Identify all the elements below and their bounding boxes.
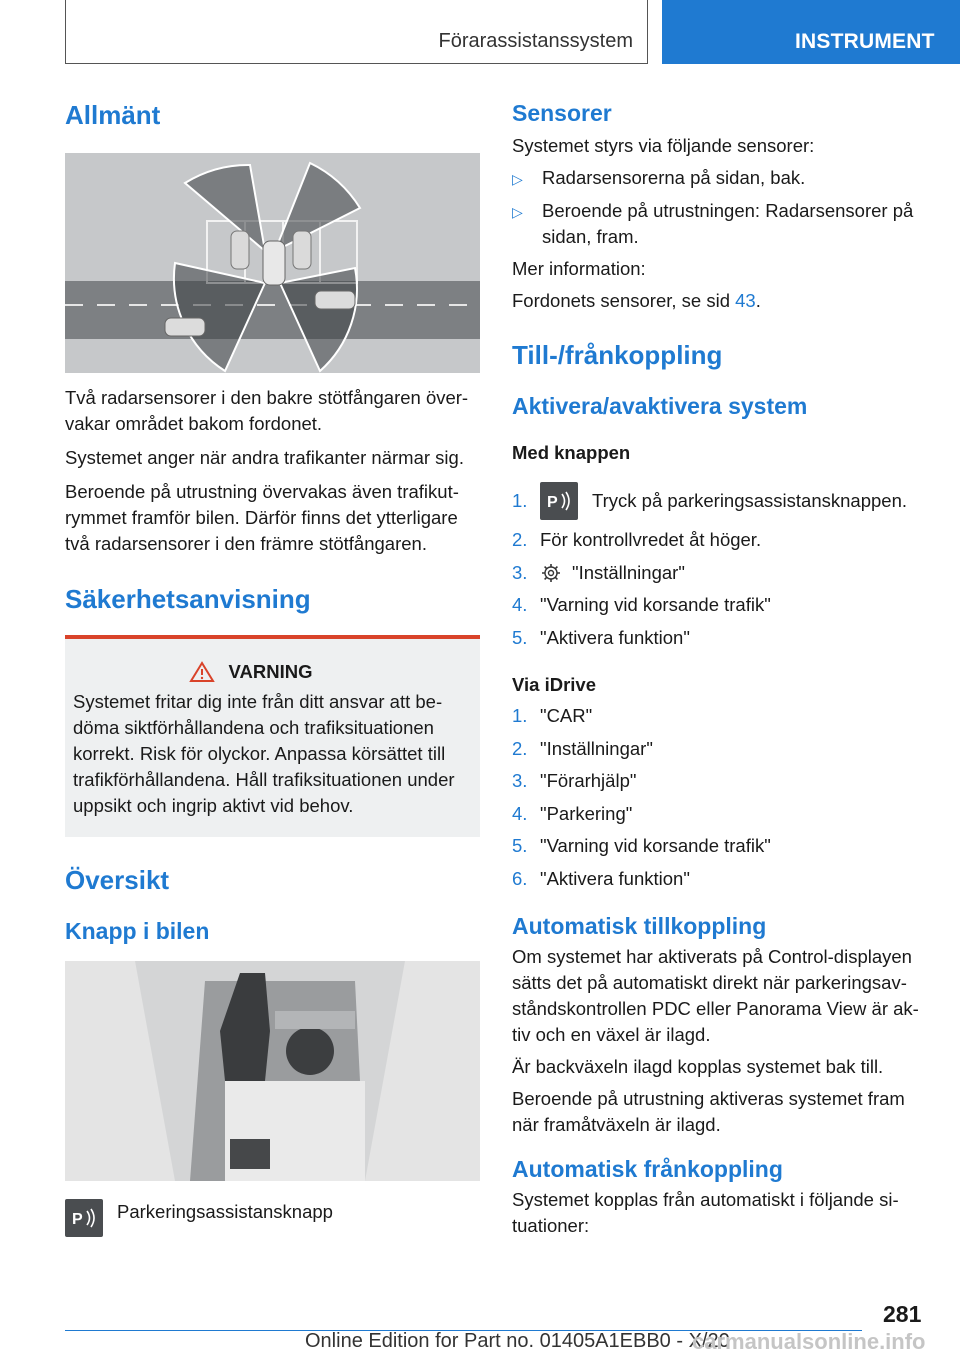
caption-row — [65, 1199, 480, 1237]
left-column — [65, 100, 480, 1237]
sensor-list — [512, 165, 930, 250]
para-more-info: Mer information: — [512, 258, 646, 279]
list-item: 4. "Varning vid korsande trafik" — [512, 594, 771, 616]
list-item: 3. "Förarhjälp" — [512, 770, 637, 792]
warning-text: Systemet fritar dig inte från ditt ansvar att be-döma siktförhållandena och trafiksituationen korrekt. Risk för olyckor. Anpassa körsättet till trafikförhållandena. Håll trafiksituationen under uppsikt och ingrip aktivt vid behov. — [73, 691, 455, 816]
bullet-triangle-icon: ▷ — [512, 171, 523, 187]
warning-box — [65, 635, 480, 837]
para-auto-till-2: Är backväxeln ilagd kopplas systemet bak till. — [512, 1056, 884, 1077]
bullet-triangle-icon: ▷ — [512, 204, 523, 220]
list-item: ▷ Beroende på utrustningen: Radarsensorer på sidan, fram. — [512, 198, 930, 250]
list-item: 1. P Tryck på parkeringsassistansknappen. — [512, 478, 930, 524]
header-section-title: Förarassistanssystem — [438, 30, 633, 52]
center-console-illustration — [65, 961, 480, 1181]
watermark: carmanualsonline.info — [692, 1329, 926, 1354]
heading-automatisk-frankoppling: Automatisk frånkoppling — [512, 1156, 783, 1182]
warning-triangle-icon — [189, 661, 215, 683]
heading-med-knappen: Med knappen — [512, 442, 631, 463]
list-item: ▷ Radarsensorerna på sidan, bak. — [512, 165, 930, 192]
header-chapter-tab: INSTRUMENT — [662, 0, 960, 64]
para-reference: Fordonets sensorer, se sid 43. — [512, 290, 761, 311]
list-item: 1. "CAR" — [512, 705, 593, 727]
steps-via-idrive — [512, 700, 930, 895]
center-console-photo — [65, 961, 480, 1181]
list-item: 5. "Aktivera funktion" — [512, 626, 690, 648]
warning-title: VARNING — [228, 661, 313, 682]
parking-assist-button-icon — [65, 1199, 103, 1237]
caption-text: Parkeringsassistansknapp — [117, 1201, 333, 1222]
list-item: 2. "Inställningar" — [512, 737, 653, 759]
heading-knapp-i-bilen: Knapp i bilen — [65, 918, 210, 944]
parking-assist-button-icon — [540, 482, 578, 520]
radar-coverage-illustration — [65, 153, 480, 373]
heading-via-idrive: Via iDrive — [512, 674, 596, 695]
page-reference-link[interactable]: 43 — [735, 290, 756, 311]
para-front-radar: Beroende på utrustning övervakas även trafikut-rymmet framför bilen. Därför finns det ytterligare två radarsensorer i den främre stötfångaren. — [65, 481, 459, 554]
gear-icon — [540, 562, 562, 584]
heading-automatisk-tillkoppling: Automatisk tillkoppling — [512, 913, 767, 939]
heading-oversikt: Översikt — [65, 865, 170, 895]
list-item: 6. "Aktivera funktion" — [512, 867, 690, 889]
right-column — [512, 100, 930, 1239]
warning-title-row — [73, 661, 472, 683]
heading-allmant: Allmänt — [65, 100, 161, 130]
para-sensors-intro: Systemet styrs via följande sensorer: — [512, 135, 815, 156]
page-number: 281 — [883, 1301, 922, 1327]
list-item: 4. "Parkering" — [512, 802, 633, 824]
heading-till-frankoppling: Till-/frånkoppling — [512, 340, 723, 370]
para-auto-till-3: Beroende på utrustning aktiveras systemet fram när framåtväxeln är ilagd. — [512, 1088, 905, 1135]
heading-sakerhet: Säkerhetsanvisning — [65, 584, 311, 614]
heading-aktivera-system: Aktivera/avaktivera system — [512, 393, 808, 419]
list-item: 3. "Inställningar" — [512, 561, 685, 583]
header-section-box — [65, 0, 648, 64]
para-system-indicates: Systemet anger när andra trafikanter närmar sig. — [65, 447, 464, 468]
svg-text:P: P — [72, 1211, 83, 1228]
para-radar-rear: Två radarsensorer i den bakre stötfångaren över-vakar området bakom fordonet. — [65, 387, 469, 434]
steps-med-knappen — [512, 478, 930, 654]
para-auto-fran-1: Systemet kopplas från automatiskt i följande si-tuationer: — [512, 1189, 899, 1236]
para-auto-till-1: Om systemet har aktiverats på Control-displayen sätts det på automatiskt direkt när parkeringsav-ståndskontrollen PDC eller Panorama View är ak-tiv och en växel är ilagd. — [512, 946, 919, 1045]
heading-sensorer: Sensorer — [512, 100, 612, 126]
list-item: 5. "Varning vid korsande trafik" — [512, 835, 771, 857]
list-item: 2. För kontrollvredet åt höger. — [512, 529, 762, 551]
radar-coverage-figure — [65, 153, 480, 373]
footer-edition: Online Edition for Part no. 01405A1EBB0 - X/20 — [305, 1330, 730, 1352]
svg-text:P: P — [547, 494, 558, 511]
